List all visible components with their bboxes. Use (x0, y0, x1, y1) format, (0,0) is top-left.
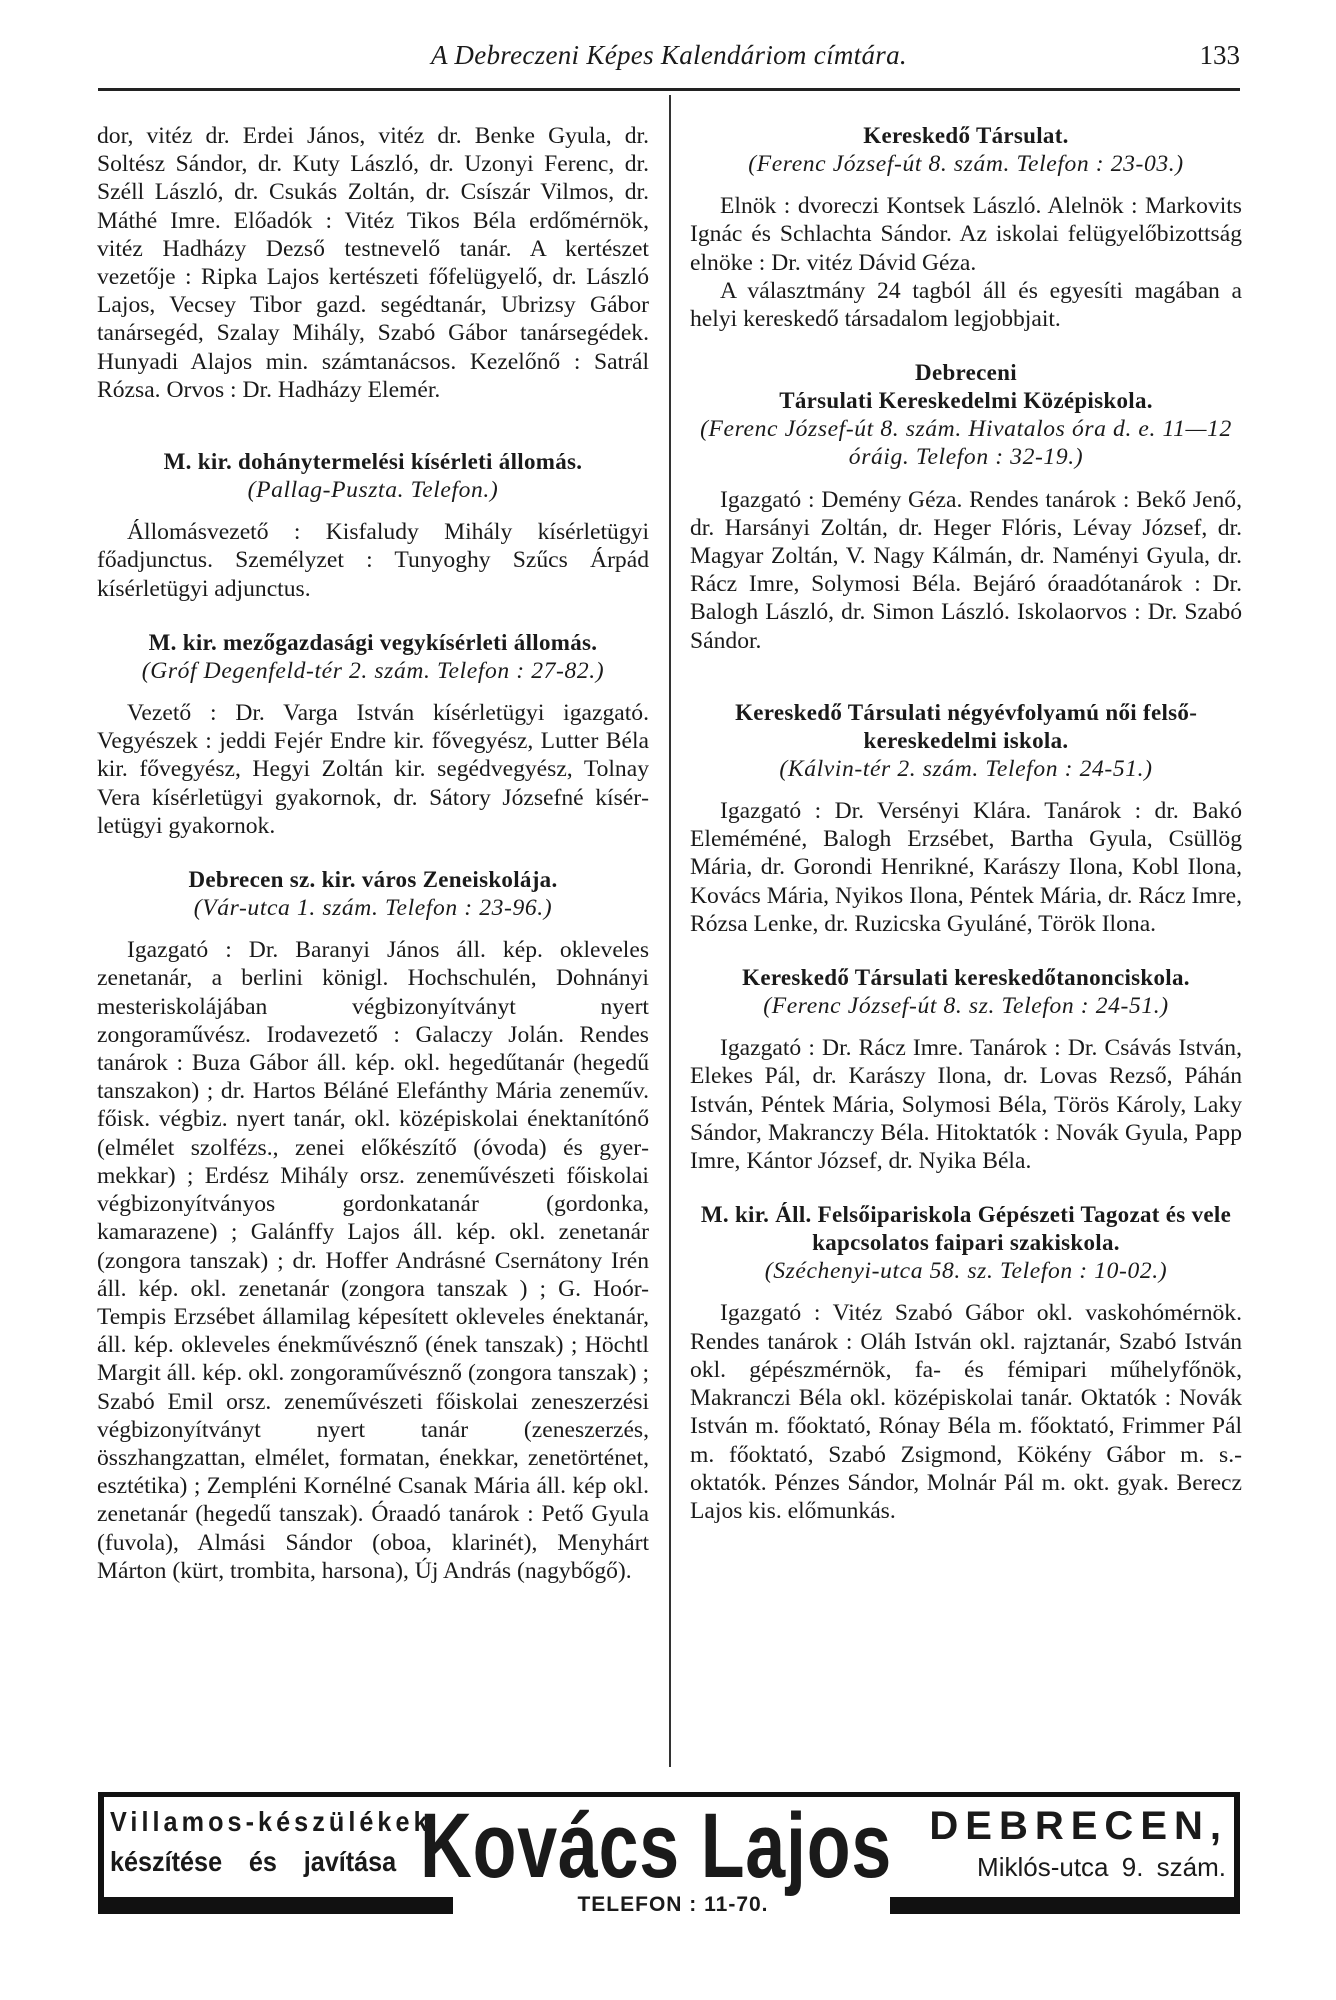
section-heading: M. kir. Áll. Felsőipariskola Gépészeti Tagozat és vele kapcsolatos faipari szakiskola. (700, 1202, 1232, 1256)
intro-paragraph: dor, vitéz dr. Erdei János, vitéz dr. Benke Gyula, dr. Soltész Sándor, dr. Kuty László, dr. Uzonyi Ferenc, dr. Széll László, dr. Csukás Zoltán, dr. Csíszár Vilmos, dr. Máthé Imre. Előadók : Vitéz Tikos Béla erdőmérnök, vitéz Hadházy Dezső testnevelő tanár. A kertészet vezetője : Ripka Lajos kertészeti főfelügyelő, dr. László Lajos, Vecsey Tibor gazd. segédtanár, Ubrizsy Gábor tanársegéd, Szalay Mihály, Szabó Gábor tanársegédek. Hunyadi Alajos min. számtanácsos. Kezelőnő : Satrál Rózsa. Orvos : Dr. Hadházy Elemér. (97, 123, 649, 403)
section-address: (Gróf Degenfeld-tér 2. szám. Telefon : 27-82.) (141, 657, 605, 684)
section-heading: Társulati Kereskedelmi Középiskola. (779, 388, 1153, 414)
section-vegykiserleti (97, 629, 649, 840)
left-column (97, 122, 649, 1585)
ad-border-right (1234, 1792, 1240, 1910)
section-address: (Pallag-Puszta. Telefon.) (247, 477, 499, 504)
section-body: Vezető : Dr. Varga István kísérletügyi igazgató. Vegyészek : jeddi Fejér Endre kir. fővegyész, Lutter Béla kir. fővegyész, Hegyi Zoltán kir. segédvegyész, Tolnay Vera kísérletügyi gyakornok, dr. Sátory Józsefné kísérletügyi gyakornok. (97, 700, 649, 839)
ad-business-name: Kovács Lajos (420, 1795, 893, 1897)
section-heading: Kereskedő Társulati négyévfolyamú női felsőkereskedelmi iskola. (735, 699, 1197, 753)
section-body: Állomásvezető : Kisfaludy Mihály kísérletügyi főadjunctus. Személyzet : Tunyoghy Szűcs Árpád kísérletügyi adjunctus. (97, 519, 649, 602)
section-address: (Ferenc József-út 8. sz. Telefon : 24-51.) (763, 993, 1169, 1020)
page-header (98, 18, 1240, 78)
section-address: (Ferenc József-út 8. szám. Hivatalos óra d. e. 11—12 óráig. Telefon : 32-19.) (700, 416, 1232, 471)
ad-tagline-2: készítése és javítása (110, 1846, 397, 1877)
section-heading: Kereskedő Társulati kereskedőtanonciskola. (742, 965, 1190, 991)
ad-phone: TELEFON : 11-70. (577, 1893, 769, 1916)
ad-city: DEBRECEN, (929, 1804, 1228, 1848)
section-noi-iskola (690, 699, 1242, 938)
running-title: A Debreczeni Képes Kalendáriom címtára. (431, 40, 907, 70)
section-heading: M. kir. dohánytermelési kísérleti állomás. (163, 449, 583, 475)
section-address: (Ferenc József-út 8. szám. Telefon : 23-03.) (748, 151, 1184, 177)
section-zeneiskola (97, 866, 649, 1585)
section-address: (Széchenyi-utca 58. sz. Telefon : 10-02.) (764, 1258, 1168, 1285)
section-kereskedo-tarsulat (690, 122, 1242, 333)
section-heading: Debrecen sz. kir. város Zeneiskolája. (188, 867, 558, 893)
section-kozepiskola (690, 359, 1242, 655)
ad-border-left (98, 1792, 104, 1910)
ad-border-bottom-right (890, 1897, 1240, 1914)
section-address: (Kálvin-tér 2. szám. Telefon : 24-51.) (779, 755, 1153, 782)
column-divider (669, 95, 671, 1767)
header-rule (98, 88, 1240, 91)
ad-border-bottom-left (98, 1897, 453, 1914)
section-body: Elnök : dvoreczi Kontsek László. Alelnök : Markovits Ignác és Schlachta Sándor. Az iskolai felügyelőbizottság elnöke : Dr. vitéz Dávid Géza. (690, 193, 1242, 276)
section-dohany (97, 448, 649, 603)
section-body: Igazgató : Dr. Baranyi János áll. kép. okleveles zenetanár, a berlini königl. Hochschulén, Dohnányi mesteriskolájában végbizonyítványt nyert zongoraművész. Irodavezető : Galaczy Jolán. Rendes tanárok : Buza Gábor áll. kép. okl. hegedűtanár (hegedű tanszakon) ; dr. Hartos Béláné Elefánthy Mária zeneműv. főisk. végbiz. nyert tanár, okl. középiskolai énektanítónő (elmélet szolfézs., zenei előkészítő (óvoda) és gyermekkar) ; Erdész Mihály orsz. zeneművészeti főiskolai végbizonyítványos gordonkatanár (gordonka, kamarazene) ; Galánffy Lajos áll. kép. okl. zenetanár (zongora tanszak) ; dr. Hoffer Andrásné Csernátony Irén áll. kép. okl. zenetanár (zongora tanszak ) ; G. Hoór-Tempis Erzsébet államilag képesített okleveles énektanár, áll. kép. okleveles énekművésznő (ének tanszak) ; Höchtl Margit áll. kép. okl. zongoraművésznő (zongora tanszak) ; Szabó Emil orsz. zeneművészeti főiskolai zeneszerzési végbizonyítványt nyert tanár (zeneszerzés, összhangzattan, elmélet, formatan, énekkar, zenetörténet, esztétika) ; Zempléni Kornélné Csanak Mária áll. kép okl. zenetanár (hegedű tanszak). Óraadó tanárok : Pető Gyula (fuvola), Almási Sándor (oboa, klarinét), Menyhárt Márton (kürt, trombita, harsona), Új András (nagybőgő). (97, 937, 649, 1584)
section-address: (Vár-utca 1. szám. Telefon : 23-96.) (193, 895, 553, 922)
section-heading-line1: Debreceni (915, 360, 1017, 386)
page-number: 133 (1199, 40, 1240, 70)
advertisement-box (98, 1792, 1240, 1926)
right-column (690, 122, 1242, 1525)
section-tanonciskola (690, 964, 1242, 1175)
section-felsoipariskola (690, 1201, 1242, 1525)
section-body: Igazgató : Vitéz Szabó Gábor okl. vaskohómérnök. Rendes tanárok : Oláh István okl. rajztanár, Szabó István okl. gépészmérnök, fa- és fémipari műhelyfőnök, Makranczi Béla okl. középiskolai tanár. Oktatók : Novák István m. főoktató, Rónay Béla m. főoktató, Frimmer Pál m. főoktató, Szabó Zsigmond, Kökény Gábor m. s.-oktatók. Pénzes Sándor, Molnár Pál m. okt. gyak. Berecz Lajos kis. előmunkás. (690, 1300, 1242, 1524)
ad-tagline-1: Villamos-készülékek (110, 1806, 432, 1837)
section-body-2: A választmány 24 tagból áll és egyesíti magában a helyi kereskedő társadalom legjobbjait. (690, 277, 1242, 333)
section-heading: Kereskedő Társulat. (863, 123, 1069, 148)
section-heading: M. kir. mezőgazdasági vegykísérleti állomás. (148, 629, 598, 655)
ad-street-address: Miklós-utca 9. szám. (977, 1852, 1226, 1882)
section-body: Igazgató : Demény Géza. Rendes tanárok : Bekő Jenő, dr. Harsányi Zoltán, dr. Heger Flóris, Lévay József, dr. Magyar Zoltán, V. Nagy Kálmán, dr. Naményi Gyula, dr. Rácz Imre, Solymosi Béla. Bejáró óraadótanárok : Dr. Balogh László, dr. Simon László. Iskolaorvos : Dr. Szabó Sándor. (690, 486, 1242, 654)
section-body: Igazgató : Dr. Rácz Imre. Tanárok : Dr. Csávás István, Elekes Pál, dr. Karászy Ilona, dr. Lovas Rezső, Páhán István, Péntek Mária, Solymosi Béla, Törös Károly, Laky Sándor, Makranczy Béla. Hitoktatók : Novák Gyula, Papp Imre, Kántor József, dr. Nyika Béla. (690, 1035, 1242, 1175)
section-body: Igazgató : Dr. Versényi Klára. Tanárok : dr. Bakó Eleméméné, Balogh Erzsébet, Bartha Gyula, Csüllög Mária, dr. Gorondi Henrikné, Karászy Ilona, Kobl Ilona, Kovács Mária, Nyikos Ilona, Péntek Mária, dr. Rácz Imre, Rózsa Lenke, dr. Ruzicska Gyuláné, Török Ilona. (690, 798, 1242, 937)
